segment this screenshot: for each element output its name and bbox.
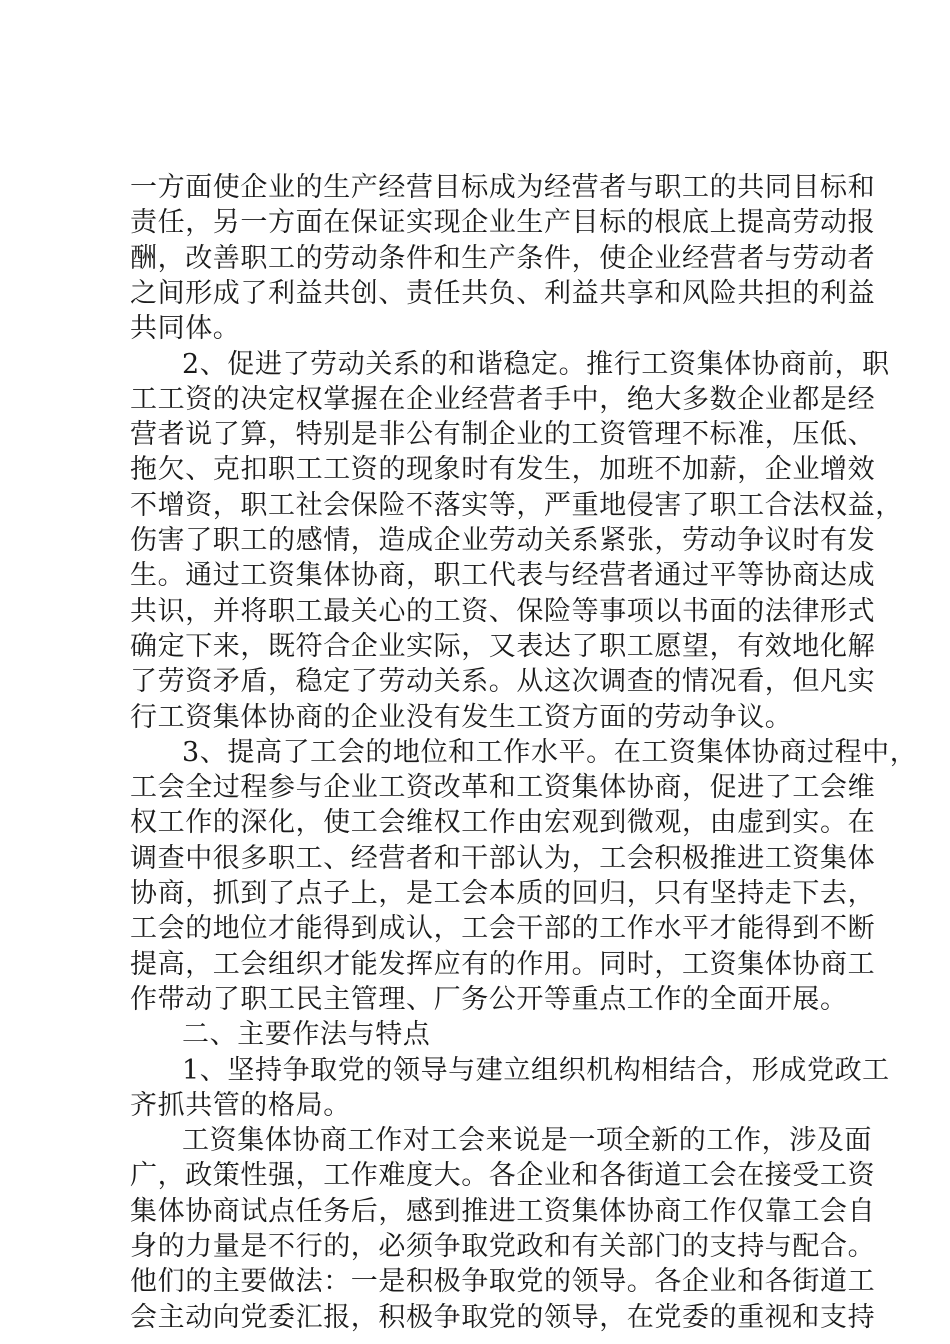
text-line: 工会全过程参与企业工资改革和工资集体协商，促进了工会维 [130,772,876,804]
text-line: 责任，另一方面在保证实现企业生产目标的根底上提高劳动报 [130,207,876,239]
text-line: 营者说了算，特别是非公有制企业的工资管理不标准，压低、 [130,419,876,451]
paragraph-start-line: 3、提高了工会的地位和工作水平。在工资集体协商过程中， [182,736,918,768]
text-line: 工会的地位才能得到成认，工会干部的工作水平才能得到不断 [130,913,876,945]
section-heading: 二、主要作法与特点 [182,1019,431,1051]
text-line: 齐抓共管的格局。 [130,1089,351,1121]
paragraph-start-line: 工资集体协商工作对工会来说是一项全新的工作，涉及面 [182,1125,872,1157]
text-line: 酬，改善职工的劳动条件和生产条件，使企业经营者与劳动者 [130,242,876,274]
text-line: 共识，并将职工最关心的工资、保险等事项以书面的法律形式 [130,595,876,627]
text-line: 确定下来，既符合企业实际，又表达了职工愿望，有效地化解 [130,630,876,662]
text-line: 行工资集体协商的企业没有发生工资方面的劳动争议。 [130,701,793,733]
text-line: 不增资，职工社会保险不落实等，严重地侵害了职工合法权益， [130,489,903,521]
text-line: 协商，抓到了点子上，是工会本质的回归，只有坚持走下去， [130,878,876,909]
text-line: 广，政策性强，工作难度大。各企业和各街道工会在接受工资 [130,1160,876,1192]
text-line: 拖欠、克扣职工工资的现象时有发生，加班不加薪，企业增效 [130,454,876,486]
text-line: 生。通过工资集体协商，职工代表与经营者通过平等协商达成 [130,560,876,592]
text-line: 身的力量是不行的，必须争取党政和有关部门的支持与配合。 [130,1231,876,1262]
text-line: 之间形成了利益共创、责任共负、利益共享和风险共担的利益 [130,277,876,309]
text-line: 会主动向党委汇报，积极争取党的领导，在党委的重视和支持 [130,1301,876,1333]
text-line: 共同体。 [130,313,241,345]
text-line: 调查中很多职工、经营者和干部认为，工会积极推进工资集体 [130,842,876,874]
text-line: 他们的主要做法：一是积极争取党的领导。各企业和各街道工 [130,1266,876,1298]
text-line: 工工资的决定权掌握在企业经营者手中，绝大多数企业都是经 [130,383,876,415]
paragraph-start-line: 1、坚持争取党的领导与建立组织机构相结合，形成党政工 [182,1054,890,1086]
text-line: 权工作的深化，使工会维权工作由宏观到微观，由虚到实。在 [130,807,876,839]
text-line: 集体协商试点任务后，感到推进工资集体协商工作仅靠工会自 [130,1195,876,1227]
text-line: 伤害了职工的感情，造成企业劳动关系紧张，劳动争议时有发 [130,525,876,556]
text-line: 作带动了职工民主管理、厂务公开等重点工作的全面开展。 [130,983,848,1015]
text-line: 了劳资矛盾，稳定了劳动关系。从这次调查的情况看，但凡实 [130,666,876,698]
text-line: 提高，工会组织才能发挥应有的作用。同时，工资集体协商工 [130,948,876,980]
paragraph-start-line: 2、促进了劳动关系的和谐稳定。推行工资集体协商前，职 [182,348,890,380]
text-line: 一方面使企业的生产经营目标成为经营者与职工的共同目标和 [130,172,876,203]
